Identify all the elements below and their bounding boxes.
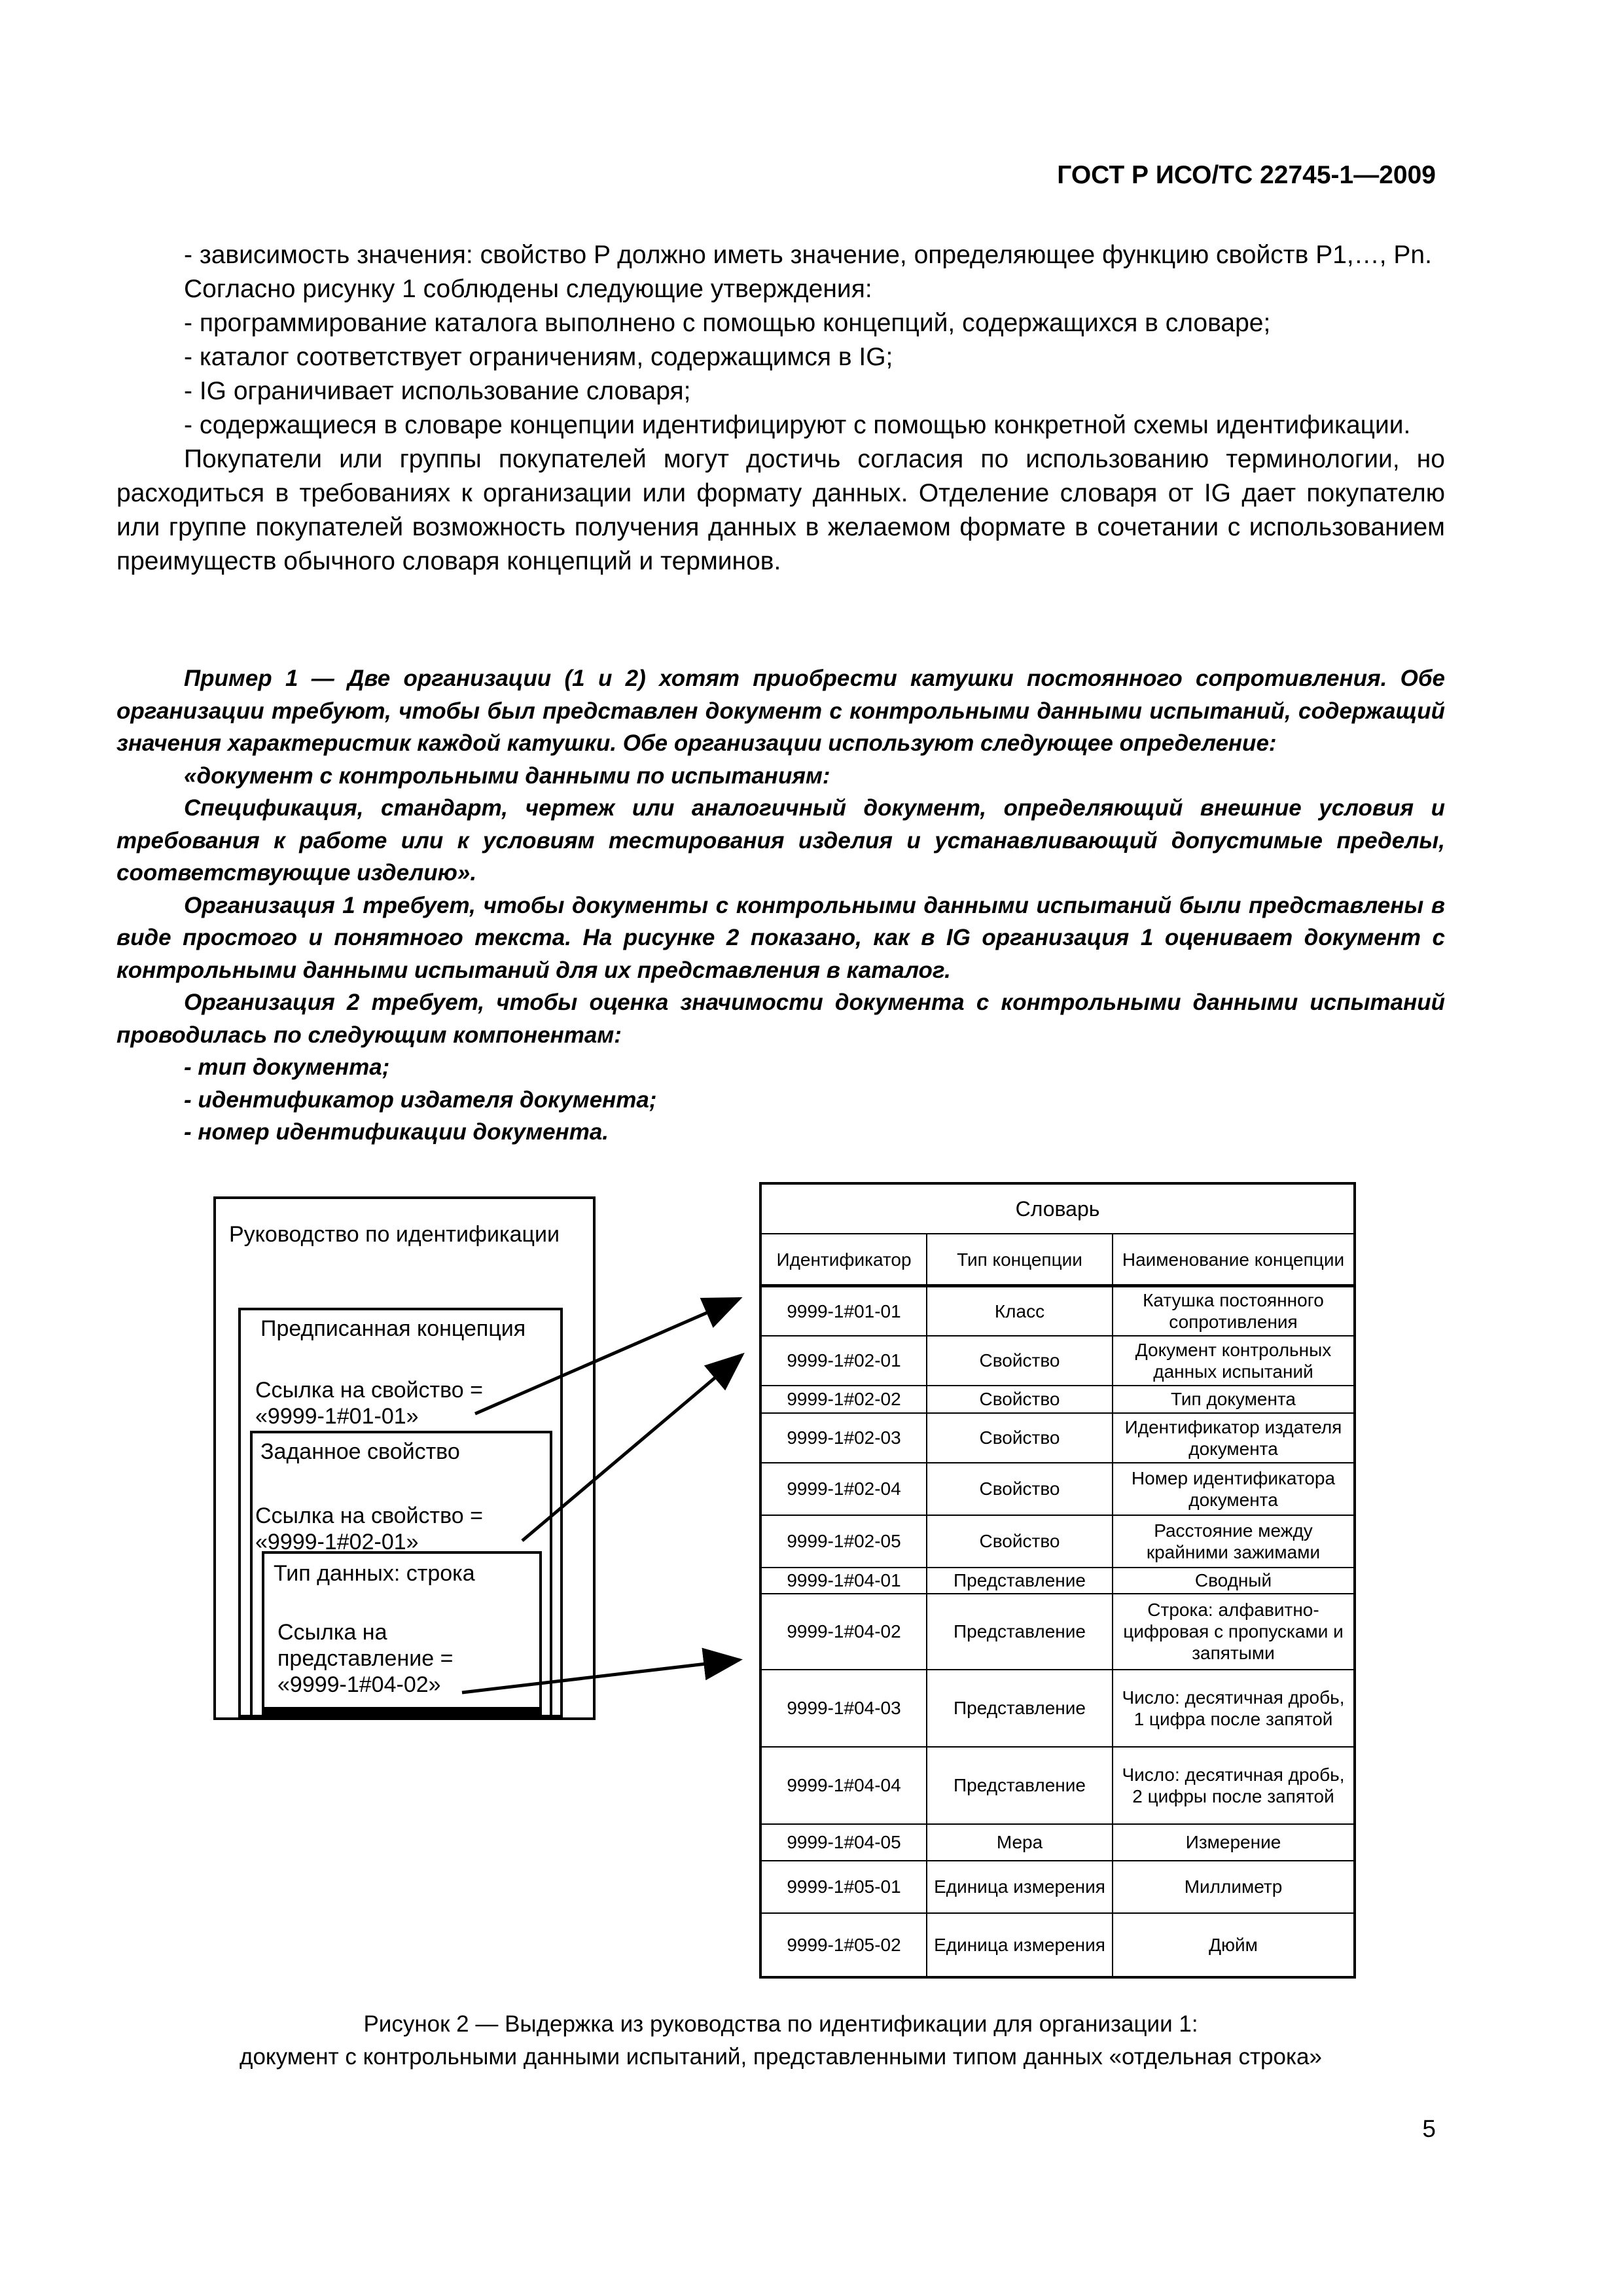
cell-concept-name: Расстояние между крайними зажимами [1113,1515,1355,1568]
example-list-item: - номер идентификации документа. [184,1119,609,1145]
cell-identifier: 9999-1#04-03 [760,1670,927,1747]
cell-identifier: 9999-1#04-02 [760,1594,927,1670]
cell-concept-name: Тип документа [1113,1386,1355,1413]
paragraph: Покупатели или группы покупателей могут достичь согласия по использованию терминологии, но расходиться в требованиях к организации или формату данных. Отделение словаря от IG дает покупателю или группе покупателей возможность получения данных в желаемом формате в сочетании с использованием преимуществ обычного словаря концепций и терминов. [116,445,1445,575]
cell-concept-type: Мера [927,1824,1113,1861]
concept-ref-label: Ссылка на свойство = [255,1378,483,1403]
cell-concept-name: Миллиметр [1113,1861,1355,1913]
cell-concept-type: Представление [927,1594,1113,1670]
figure-caption [116,2008,1445,2073]
property-ref-value: «9999-1#02-01» [255,1530,419,1554]
cell-concept-type: Единица измерения [927,1861,1113,1913]
cell-concept-type: Свойство [927,1386,1113,1413]
cell-concept-name: Строка: алфавитно-цифровая с пропусками и запятыми [1113,1594,1355,1670]
cell-concept-name: Документ контрольных данных испытаний [1113,1336,1355,1386]
cell-concept-name: Дюйм [1113,1913,1355,1977]
cell-concept-type: Свойство [927,1336,1113,1386]
cell-identifier: 9999-1#02-03 [760,1413,927,1463]
example-list-item: - тип документа; [184,1054,390,1080]
data-type-ref-value: «9999-1#04-02» [277,1672,441,1697]
cell-concept-type: Класс [927,1286,1113,1336]
property-ref-label: Ссылка на свойство = [255,1503,483,1528]
arrow-concept-to-class [475,1299,740,1414]
cell-concept-name: Число: десятичная дробь, 1 цифра после запятой [1113,1670,1355,1747]
column-header-identifier: Идентификатор [760,1234,927,1286]
example-list-item: - идентификатор издателя документа; [184,1086,657,1113]
cell-concept-name: Измерение [1113,1824,1355,1861]
document-header: ГОСТ Р ИСО/ТС 22745-1—2009 [1057,161,1436,189]
paragraph: - содержащиеся в словаре концепции идентифицируют с помощью конкретной схемы идентификации. [184,411,1411,439]
cell-identifier: 9999-1#02-05 [760,1515,927,1568]
cell-concept-name: Число: десятичная дробь, 2 цифры после запятой [1113,1747,1355,1824]
data-type-ref-label: представление = [277,1646,454,1671]
cell-identifier: 9999-1#02-04 [760,1463,927,1515]
example-paragraph: Организация 1 требует, чтобы документы с контрольными данными испытаний были представлены в виде простого и понятного текста. На рисунке 2 показано, как в IG организация 1 оценивает документ с контрольными данными испытаний для их представления в каталог. [116,892,1445,983]
concept-title: Предписанная концепция [260,1316,526,1341]
cell-identifier: 9999-1#01-01 [760,1286,927,1336]
cell-identifier: 9999-1#04-04 [760,1747,927,1824]
cell-identifier: 9999-1#05-01 [760,1861,927,1913]
cell-concept-type: Единица измерения [927,1913,1113,1977]
guide-title: Руководство по идентификации [229,1222,560,1247]
paragraph: - IG ограничивает использование словаря; [184,377,691,405]
caption-line: документ с контрольными данными испытаний, представленными типом данных «отдельная строка» [240,2044,1322,2070]
caption-line: Рисунок 2 — Выдержка из руководства по идентификации для организации 1: [363,2011,1198,2037]
cell-concept-type: Свойство [927,1463,1113,1515]
dictionary-title: Словарь [760,1183,1355,1234]
cell-identifier: 9999-1#04-01 [760,1568,927,1594]
cell-concept-type: Представление [927,1670,1113,1747]
concept-ref-value: «9999-1#01-01» [255,1404,419,1429]
example-paragraph: Спецификация, стандарт, чертеж или аналогичный документ, определяющий внешние условия и требования к работе или к условиям тестирования изделия и устанавливающий допустимые пределы, соответствующие изделию». [116,795,1445,886]
column-header-concept-type: Тип концепции [927,1234,1113,1286]
cell-concept-name: Катушка постоянного сопротивления [1113,1286,1355,1336]
data-type-title: Тип данных: строка [274,1561,475,1586]
example-paragraph: Организация 2 требует, чтобы оценка значимости документа с контрольными данными испытаний проводилась по следующим компонентам: [116,990,1445,1048]
cell-concept-name: Номер идентификатора документа [1113,1463,1355,1515]
arrow-property-to-document [522,1355,742,1541]
cell-concept-type: Представление [927,1747,1113,1824]
page-number: 5 [1422,2115,1436,2142]
cell-concept-type: Свойство [927,1413,1113,1463]
cell-identifier: 9999-1#02-02 [760,1386,927,1413]
paragraph: - программирование каталога выполнено с помощью концепций, содержащихся в словаре; [184,309,1271,337]
data-type-ref-label: Ссылка на [277,1620,387,1645]
arrow-datatype-to-string [462,1660,740,1693]
cell-concept-name: Идентификатор издателя документа [1113,1413,1355,1463]
example-paragraph: Пример 1 — Две организации (1 и 2) хотят приобрести катушки постоянного сопротивления. Обе организации требуют, чтобы был представлен документ с контрольными данными испытаний, содержащий значения характеристик каждой катушки. Обе организации используют следующее определение: [116,666,1445,756]
cell-concept-name: Сводный [1113,1568,1355,1594]
cell-identifier: 9999-1#02-01 [760,1336,927,1386]
example-paragraph: «документ с контрольными данными по испытаниям: [184,762,830,789]
cell-concept-type: Свойство [927,1515,1113,1568]
cell-concept-type: Представление [927,1568,1113,1594]
property-title: Заданное свойство [260,1439,460,1464]
paragraph: Согласно рисунку 1 соблюдены следующие утверждения: [184,275,872,303]
column-header-concept-name: Наименование концепции [1113,1234,1355,1286]
cell-identifier: 9999-1#05-02 [760,1913,927,1977]
cell-identifier: 9999-1#04-05 [760,1824,927,1861]
paragraph: - каталог соответствует ограничениям, содержащимся в IG; [184,343,893,371]
paragraph: - зависимость значения: свойство P должно иметь значение, определяющее функцию свойств P1,…, Pn. [184,241,1432,269]
